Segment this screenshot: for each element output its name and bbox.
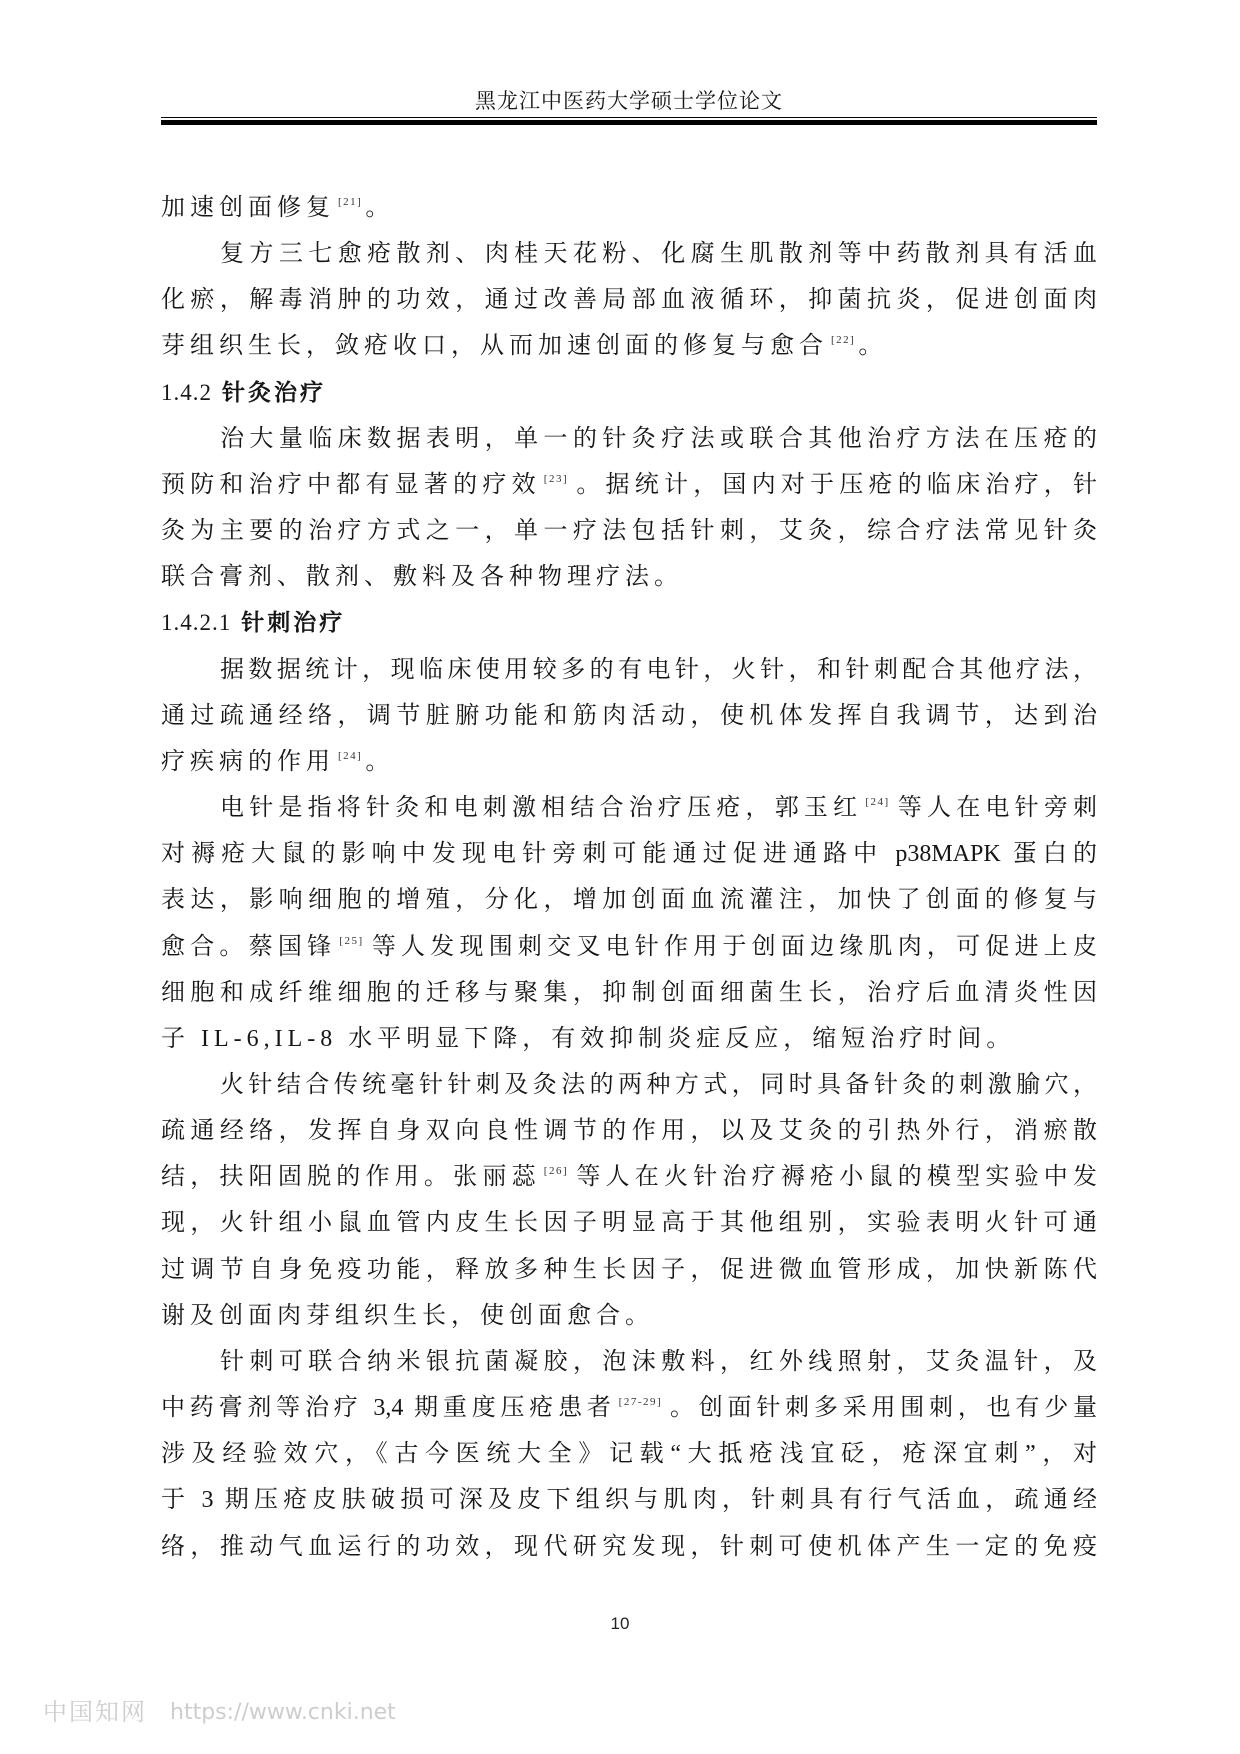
section-heading — [161, 370, 1097, 416]
body-text — [161, 185, 1097, 1570]
text-line — [161, 1154, 1097, 1200]
text-run: 谢及创面肉芽组织生长，使创面愈合。 — [161, 1302, 654, 1329]
text-line — [161, 1431, 1097, 1477]
text-line — [161, 1339, 1097, 1385]
section-title: 针灸治疗 — [222, 379, 326, 406]
text-line — [161, 647, 1097, 693]
text-run: 火针结合传统毫针针刺及灸法的两种方式，同时具备针灸的刺激腧穴， — [220, 1071, 1097, 1098]
text-run: 表达，影响细胞的增殖，分化，增加创面血流灌注，加快了创面的修复与 — [161, 887, 1097, 914]
text-line — [161, 1016, 1097, 1062]
text-run: 中药膏剂等治疗 3,4 期重度压疮患者 — [161, 1395, 616, 1422]
text-line — [161, 185, 1097, 231]
text-run: 芽组织生长，敛疮收口，从而加速创面的修复与愈合 — [161, 333, 828, 360]
citation-superscript: [25] — [339, 934, 364, 947]
text-line — [161, 739, 1097, 785]
text-line — [161, 416, 1097, 462]
text-line — [161, 1247, 1097, 1293]
text-line — [161, 1524, 1097, 1570]
text-line — [161, 1293, 1097, 1339]
citation-superscript: [26] — [543, 1165, 569, 1178]
text-run: 疏通经络，发挥自身双向良性调节的作用，以及艾灸的引热外行，消瘀散 — [161, 1118, 1097, 1145]
text-line — [161, 554, 1097, 600]
citation-superscript: [22] — [831, 334, 856, 347]
text-run: 。据统计，国内对于压疮的临床治疗，针 — [571, 471, 1097, 498]
text-line — [161, 508, 1097, 554]
text-run: 涉及经验效穴，《古今医统大全》记载“大抵疮浅宜砭，疮深宜刺”，对 — [161, 1441, 1097, 1468]
watermark-url: https://www.cnki.net — [170, 1700, 396, 1725]
watermark-logo: 中国知网 — [43, 1698, 147, 1726]
citation-superscript: [27-29] — [618, 1396, 663, 1409]
text-run: 等人在火针治疗褥疮小鼠的模型实验中发 — [571, 1164, 1097, 1191]
text-line — [161, 1200, 1097, 1246]
text-line — [161, 231, 1097, 277]
text-run: 针刺可联合纳米银抗菌凝胶，泡沫敷料，红外线照射，艾灸温针，及 — [220, 1348, 1097, 1375]
text-run: 结，扶阳固脱的作用。张丽蕊 — [161, 1164, 541, 1191]
text-line — [161, 1108, 1097, 1154]
citation-superscript: [24] — [338, 749, 363, 762]
text-run: 预防和治疗中都有显著的疗效 — [161, 471, 541, 498]
text-run: 子 IL-6,IL-8 水平明显下降，有效抑制炎症反应，缩短治疗时间。 — [161, 1025, 1016, 1052]
text-line — [161, 1385, 1097, 1431]
citation-superscript: [21] — [338, 196, 363, 208]
text-line — [161, 462, 1097, 508]
text-line — [161, 1062, 1097, 1108]
text-run: 据数据统计，现临床使用较多的有电针，火针，和针刺配合其他疗法， — [220, 656, 1097, 683]
text-run: 化瘀，解毒消肿的功效，通过改善局部血液循环，抑菌抗炎，促进创面肉 — [161, 287, 1097, 314]
text-run: 对褥疮大鼠的影响中发现电针旁刺可能通过促进通路中 p38MAPK 蛋白的 — [161, 841, 1097, 868]
text-run: 络，推动气血运行的功效，现代研究发现，针刺可使机体产生一定的免疫 — [161, 1533, 1097, 1560]
citation-superscript: [24] — [865, 796, 890, 809]
text-run: 联合膏剂、散剂、敷料及各种物理疗法。 — [161, 564, 683, 591]
text-line — [161, 785, 1097, 831]
text-run: 通过疏通经络，调节脏腑功能和筋肉活动，使机体发挥自我调节，达到治 — [161, 702, 1097, 729]
text-line — [161, 693, 1097, 739]
text-run: 。 — [365, 195, 395, 221]
text-run: 愈合。蔡国锋 — [161, 933, 337, 960]
page-number: 10 — [610, 1614, 630, 1633]
text-run: 灸为主要的治疗方式之一，单一疗法包括针刺，艾灸，综合疗法常见针灸 — [161, 518, 1097, 545]
text-run: 等人在电针旁刺 — [892, 795, 1097, 822]
text-line — [161, 1477, 1097, 1523]
text-run: 。 — [858, 333, 888, 360]
citation-superscript: [23] — [543, 472, 569, 485]
header-rule-thin — [161, 117, 1097, 118]
text-run: 电针是指将针灸和电刺激相结合治疗压疮，郭玉红 — [220, 795, 863, 822]
section-number: 1.4.2.1 — [161, 610, 232, 636]
section-number: 1.4.2 — [161, 379, 212, 405]
text-run: 现，火针组小鼠血管内皮生长因子明显高于其他组别，实验表明火针可通 — [161, 1210, 1097, 1237]
text-line — [161, 277, 1097, 323]
text-line — [161, 970, 1097, 1016]
text-line — [161, 831, 1097, 877]
text-run: 等人发现围刺交叉电针作用于创面边缘肌肉，可促进上皮 — [366, 933, 1097, 960]
text-run: 复方三七愈疮散剂、肉桂天花粉、化腐生肌散剂等中药散剂具有活血 — [220, 241, 1097, 268]
text-run: 过调节自身免疫功能，释放多种生长因子，促进微血管形成，加快新陈代 — [161, 1256, 1097, 1283]
text-line — [161, 877, 1097, 923]
text-run: 于 3 期压疮皮肤破损可深及皮下组织与肌肉，针刺具有行气活血，疏通经 — [161, 1487, 1097, 1514]
text-run: 。 — [365, 748, 395, 775]
text-run: 治大量临床数据表明，单一的针灸疗法或联合其他治疗方法在压疮的 — [220, 425, 1097, 452]
running-head-title: 黑龙江中医药大学硕士学位论文 — [475, 89, 783, 113]
header-rule-thick — [161, 120, 1097, 125]
text-run: 疗疾病的作用 — [161, 748, 335, 775]
text-line — [161, 924, 1097, 970]
text-run: 。创面针刺多采用围刺，也有少量 — [665, 1395, 1097, 1422]
text-line — [161, 323, 1097, 369]
text-run: 加速创面修复 — [161, 195, 335, 221]
text-run: 细胞和成纤维细胞的迁移与聚集，抑制创面细菌生长，治疗后血清炎性因 — [161, 979, 1097, 1006]
section-title: 针刺治疗 — [241, 610, 346, 637]
section-heading — [161, 600, 1097, 646]
